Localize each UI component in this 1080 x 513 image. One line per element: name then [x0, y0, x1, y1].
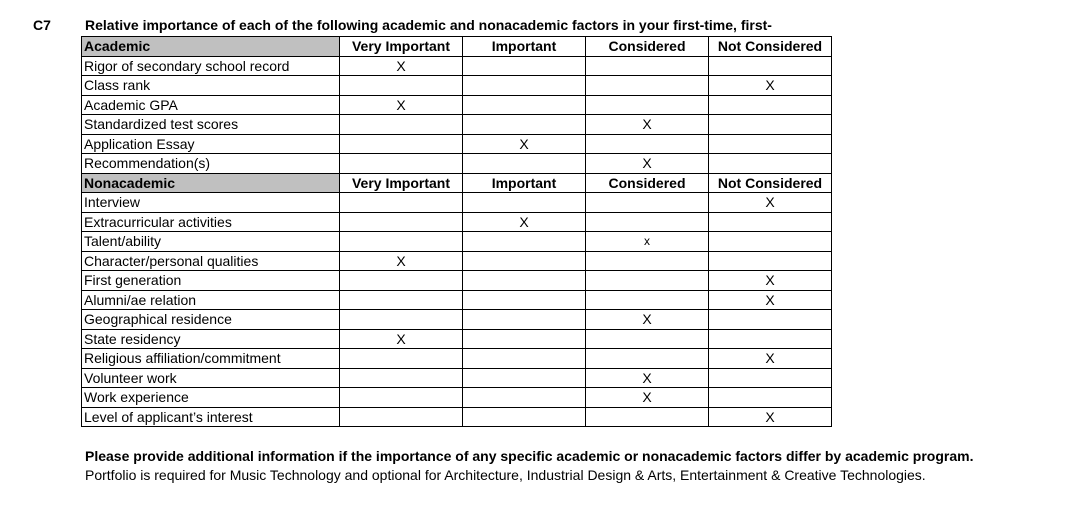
importance-mark-cell — [340, 115, 463, 135]
importance-mark-cell: X — [463, 212, 586, 232]
importance-mark-cell — [340, 290, 463, 310]
importance-mark-cell: X — [340, 95, 463, 115]
importance-mark-cell — [709, 368, 832, 388]
factor-label: Recommendation(s) — [82, 154, 340, 174]
importance-mark-cell — [340, 388, 463, 408]
importance-mark-cell — [463, 290, 586, 310]
importance-mark-cell — [463, 76, 586, 96]
importance-mark-cell — [586, 251, 709, 271]
importance-mark-cell — [340, 76, 463, 96]
importance-mark-cell — [586, 271, 709, 291]
importance-mark-cell — [463, 154, 586, 174]
group-header-label: Academic — [82, 37, 340, 57]
factor-label: State residency — [82, 329, 340, 349]
factor-label: Work experience — [82, 388, 340, 408]
importance-mark-cell: X — [709, 271, 832, 291]
importance-mark-cell: X — [340, 329, 463, 349]
importance-mark-cell: X — [586, 310, 709, 330]
importance-mark-cell — [586, 407, 709, 427]
importance-mark-cell — [340, 154, 463, 174]
importance-mark-cell — [709, 95, 832, 115]
importance-mark-cell — [463, 407, 586, 427]
importance-mark-cell — [340, 407, 463, 427]
importance-mark-cell: X — [586, 115, 709, 135]
table-row — [82, 95, 832, 115]
factor-label: Religious affiliation/commitment — [82, 349, 340, 369]
importance-mark-cell — [340, 193, 463, 213]
importance-mark-cell: X — [463, 134, 586, 154]
table-row — [82, 310, 832, 330]
importance-mark-cell: X — [586, 368, 709, 388]
importance-mark-cell — [709, 251, 832, 271]
importance-mark-cell — [709, 134, 832, 154]
table-row — [82, 271, 832, 291]
importance-mark-cell — [340, 134, 463, 154]
importance-mark-cell — [709, 115, 832, 135]
column-header: Important — [463, 37, 586, 57]
importance-mark-cell — [463, 388, 586, 408]
section-title: Relative importance of each of the following academic and nonacademic factors in your first-time, first- — [85, 17, 772, 33]
factor-label: Academic GPA — [82, 95, 340, 115]
column-header: Very Important — [340, 173, 463, 193]
additional-info-question: Please provide additional information if the importance of any specific academic or nonacademic factors differ by academic program. — [85, 448, 974, 464]
factor-label: Volunteer work — [82, 368, 340, 388]
table-row — [82, 329, 832, 349]
importance-mark-cell: X — [709, 290, 832, 310]
importance-mark-cell — [709, 56, 832, 76]
importance-mark-cell — [709, 212, 832, 232]
importance-mark-cell — [586, 134, 709, 154]
importance-mark-cell — [463, 251, 586, 271]
importance-mark-cell — [709, 388, 832, 408]
importance-mark-cell — [463, 193, 586, 213]
table-row — [82, 368, 832, 388]
importance-mark-cell: X — [709, 407, 832, 427]
column-header: Not Considered — [709, 37, 832, 57]
table-row — [82, 134, 832, 154]
importance-mark-cell: X — [709, 349, 832, 369]
section-id: C7 — [33, 17, 51, 33]
column-header: Considered — [586, 173, 709, 193]
importance-mark-cell — [586, 212, 709, 232]
importance-mark-cell: X — [340, 56, 463, 76]
factor-label: Standardized test scores — [82, 115, 340, 135]
factor-label: Geographical residence — [82, 310, 340, 330]
factor-label: Interview — [82, 193, 340, 213]
group-header-row — [82, 173, 832, 193]
factor-label: Talent/ability — [82, 232, 340, 252]
importance-mark-cell — [709, 329, 832, 349]
importance-mark-cell — [586, 349, 709, 369]
table-row — [82, 115, 832, 135]
table-row — [82, 349, 832, 369]
importance-mark-cell — [340, 349, 463, 369]
importance-mark-cell — [586, 193, 709, 213]
importance-mark-cell: X — [340, 251, 463, 271]
importance-mark-cell: X — [709, 193, 832, 213]
importance-mark-cell — [340, 212, 463, 232]
factor-label: Level of applicant’s interest — [82, 407, 340, 427]
table-row — [82, 232, 832, 252]
importance-mark-cell: X — [586, 388, 709, 408]
importance-mark-cell — [586, 56, 709, 76]
importance-mark-cell — [709, 310, 832, 330]
importance-mark-cell — [463, 368, 586, 388]
group-header-row — [82, 37, 832, 57]
table-row — [82, 154, 832, 174]
importance-mark-cell — [340, 310, 463, 330]
column-header: Considered — [586, 37, 709, 57]
table-row — [82, 388, 832, 408]
importance-mark-cell — [463, 115, 586, 135]
importance-mark-cell — [586, 95, 709, 115]
factor-label: Alumni/ae relation — [82, 290, 340, 310]
importance-mark-cell — [463, 329, 586, 349]
importance-mark-cell — [340, 271, 463, 291]
importance-mark-cell — [463, 95, 586, 115]
factors-table — [81, 36, 832, 427]
factor-label: Class rank — [82, 76, 340, 96]
importance-mark-cell — [586, 290, 709, 310]
importance-mark-cell — [709, 232, 832, 252]
importance-mark-cell: X — [709, 76, 832, 96]
importance-mark-cell — [463, 232, 586, 252]
importance-mark-cell — [463, 56, 586, 76]
table-row — [82, 193, 832, 213]
factor-label: Extracurricular activities — [82, 212, 340, 232]
importance-mark-cell — [463, 310, 586, 330]
factor-label: Character/personal qualities — [82, 251, 340, 271]
table-row — [82, 407, 832, 427]
column-header: Important — [463, 173, 586, 193]
column-header: Not Considered — [709, 173, 832, 193]
additional-info-answer: Portfolio is required for Music Technology and optional for Architecture, Industrial Design & Arts, Entertainment & Creative Technologies. — [85, 467, 926, 483]
importance-mark-cell — [463, 349, 586, 369]
factors-table-body — [82, 37, 832, 427]
factor-label: First generation — [82, 271, 340, 291]
importance-mark-cell — [463, 271, 586, 291]
table-row — [82, 76, 832, 96]
table-row — [82, 290, 832, 310]
table-row — [82, 212, 832, 232]
factor-label: Application Essay — [82, 134, 340, 154]
table-row — [82, 251, 832, 271]
group-header-label: Nonacademic — [82, 173, 340, 193]
importance-mark-cell — [586, 76, 709, 96]
importance-mark-cell — [340, 368, 463, 388]
importance-mark-cell — [709, 154, 832, 174]
factor-label: Rigor of secondary school record — [82, 56, 340, 76]
importance-mark-cell — [586, 329, 709, 349]
table-row — [82, 56, 832, 76]
importance-mark-cell: X — [586, 154, 709, 174]
importance-mark-cell: x — [586, 232, 709, 252]
column-header: Very Important — [340, 37, 463, 57]
importance-mark-cell — [340, 232, 463, 252]
